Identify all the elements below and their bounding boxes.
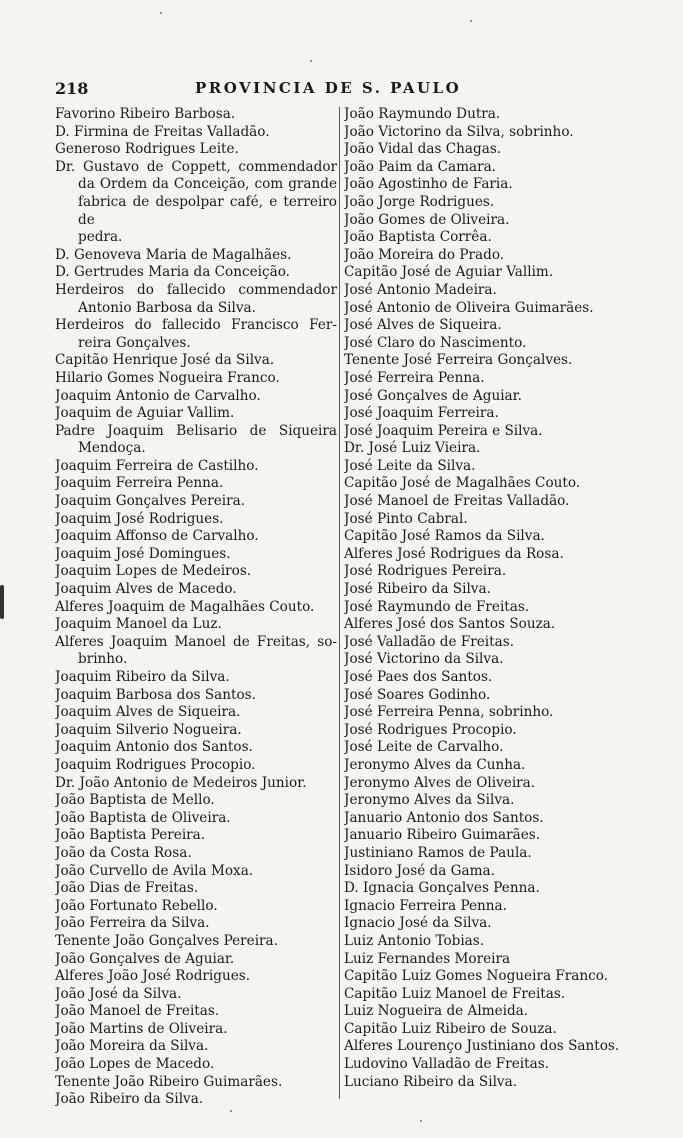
list-item: Alferes José dos Santos Souza. (344, 616, 556, 633)
list-item: Joaquim Barbosa dos Santos. (55, 686, 256, 703)
list-item: D. Ignacia Gonçalves Penna. (344, 880, 540, 897)
list-item: Capitão José Ramos da Silva. (344, 528, 545, 545)
list-item: João Baptista de Oliveira. (55, 809, 231, 826)
left-column (55, 106, 337, 1109)
list-item: José Leite de Carvalho. (344, 739, 504, 756)
list-item: Generoso Rodrigues Leite. (55, 141, 239, 158)
list-item: João Victorino da Silva, sobrinho. (344, 123, 574, 140)
list-item: Jeronymo Alves da Silva. (344, 792, 515, 809)
list-item: José Gonçalves de Aguiar. (344, 387, 522, 404)
list-item: Capitão Luiz Manoel de Freitas. (344, 985, 566, 1002)
list-item: Joaquim Ferreira Penna. (55, 475, 224, 492)
list-item: Alferes João José Rodrigues. (55, 968, 251, 985)
list-item: João Paim da Camara. (344, 158, 496, 175)
list-item: João José da Silva. (55, 985, 182, 1002)
list-item: João da Costa Rosa. (55, 844, 192, 861)
list-item: Jeronymo Alves da Cunha. (344, 756, 526, 773)
list-item: João Fortunato Rebello. (55, 897, 218, 914)
list-item: Justiniano Ramos de Paula. (344, 844, 532, 861)
list-item: José Soares Godinho. (344, 686, 491, 703)
list-item: Joaquim Alves de Siqueira. (55, 704, 241, 721)
list-item: Favorino Ribeiro Barbosa. (55, 106, 236, 122)
list-item: Jeronymo Alves de Oliveira. (344, 774, 536, 791)
list-item: José Valladão de Freitas. (344, 633, 515, 650)
list-item: Joaquim Antonio de Carvalho. (55, 387, 261, 404)
list-item: José Antonio de Oliveira Guimarães. (344, 299, 594, 316)
list-item: Hilario Gomes Nogueira Franco. (55, 369, 280, 386)
list-item: brinho. (78, 651, 128, 668)
list-item: Joaquim Antonio dos Santos. (55, 739, 253, 756)
list-item: Herdeiros do fallecido Francisco Fer- (55, 317, 337, 334)
list-item: Joaquim Manoel da Luz. (55, 616, 222, 633)
list-item: Joaquim Ferreira de Castilho. (55, 457, 259, 474)
list-item: Capitão José de Magalhães Couto. (344, 475, 581, 492)
list-item: José Ferreira Penna, sobrinho. (344, 704, 554, 721)
list-item: José Antonio Madeira. (344, 281, 497, 298)
list-item: Mendoça. (78, 440, 146, 457)
list-item: João Baptista Pereira. (55, 827, 206, 844)
page-number: 218 (55, 79, 89, 98)
list-item: José Manoel de Freitas Valladão. (344, 493, 570, 510)
list-item: João Ribeiro da Silva. (55, 1091, 204, 1108)
list-item: João Curvello de Avila Moxa. (55, 862, 254, 879)
list-item: José Alves de Siqueira. (344, 317, 502, 334)
list-item: da Ordem da Conceição, com grande (78, 176, 337, 193)
list-item: Luciano Ribeiro da Silva. (344, 1073, 518, 1090)
list-item: Ignacio José da Silva. (344, 915, 492, 932)
list-item: Capitão Henrique José da Silva. (55, 352, 275, 369)
list-item: Alferes Joaquim Manoel de Freitas, so- (55, 633, 337, 650)
paper-speck (160, 12, 162, 14)
list-item: João Gonçalves de Aguiar. (55, 950, 235, 967)
list-item: João Baptista de Mello. (55, 792, 215, 809)
list-item: Tenente José Ferreira Gonçalves. (344, 352, 573, 369)
binding-mark (0, 585, 4, 619)
list-item: José Paes dos Santos. (344, 669, 493, 685)
list-item: João Moreira da Silva. (55, 1038, 209, 1055)
list-item: Januario Ribeiro Guimarães. (344, 827, 541, 844)
list-item: Herdeiros do fallecido commendador (55, 281, 337, 298)
running-title: PROVINCIA DE S. PAULO (195, 79, 462, 97)
list-item: João Ferreira da Silva. (55, 915, 210, 932)
list-item: Joaquim Alves de Macedo. (55, 581, 237, 598)
list-item: Capitão Luiz Gomes Nogueira Franco. (344, 968, 609, 985)
list-item: João Martins de Oliveira. (55, 1020, 228, 1037)
list-item: Dr. José Luiz Vieira. (344, 440, 481, 457)
list-item: Joaquim Ribeiro da Silva. (55, 669, 230, 685)
list-item: João Gomes de Oliveira. (344, 211, 510, 228)
list-item: Alferes Lourenço Justiniano dos Santos. (344, 1038, 620, 1055)
list-item: Luiz Nogueira de Almeida. (344, 1003, 529, 1020)
list-item: reira Gonçalves. (78, 334, 191, 351)
list-item: Joaquim de Aguiar Vallim. (55, 405, 235, 422)
list-item: José Victorino da Silva. (344, 651, 504, 668)
list-item: Joaquim Gonçalves Pereira. (55, 493, 246, 510)
list-item: João Dias de Freitas. (55, 880, 199, 897)
list-item: Antonio Barbosa da Silva. (78, 299, 256, 316)
list-item: Tenente João Gonçalves Pereira. (55, 932, 278, 949)
list-item: D. Gertrudes Maria da Conceição. (55, 264, 290, 281)
list-item: Alferes José Rodrigues da Rosa. (344, 545, 564, 562)
list-item: José Ferreira Penna. (344, 369, 485, 386)
list-item: Joaquim José Rodrigues. (55, 510, 224, 527)
list-item: pedra. (78, 229, 123, 246)
list-item: João Baptista Corrêa. (344, 229, 492, 246)
list-item: José Pinto Cabral. (344, 510, 468, 527)
list-item: José Joaquim Pereira e Silva. (344, 422, 543, 439)
list-item: Joaquim Rodrigues Procopio. (55, 756, 256, 773)
list-item: Dr. João Antonio de Medeiros Junior. (55, 774, 307, 791)
paper-speck (420, 1120, 422, 1122)
paper-speck (310, 60, 312, 62)
list-item: Januario Antonio dos Santos. (344, 809, 544, 826)
list-item: João Vidal das Chagas. (344, 141, 502, 158)
list-item: João Moreira do Prado. (344, 246, 505, 263)
list-item: D. Firmina de Freitas Valladão. (55, 123, 270, 140)
right-column (344, 106, 629, 1091)
list-item: Joaquim José Domingues. (55, 545, 231, 562)
list-item: Joaquim Silverio Nogueira. (55, 721, 242, 738)
list-item: Tenente João Ribeiro Guimarães. (55, 1073, 283, 1090)
list-item: Ignacio Ferreira Penna. (344, 897, 507, 914)
list-item: José Leite da Silva. (344, 457, 476, 474)
list-item: Dr. Gustavo de Coppett, commendador (55, 158, 337, 175)
list-item: Alferes Joaquim de Magalhães Couto. (55, 598, 315, 615)
list-item: José Raymundo de Freitas. (344, 598, 530, 615)
list-item: Capitão Luiz Ribeiro de Souza. (344, 1020, 557, 1037)
paper-speck (230, 1110, 232, 1112)
page-header (55, 79, 615, 101)
list-item: João Jorge Rodrigues. (344, 193, 495, 210)
list-item: José Joaquim Ferreira. (344, 405, 499, 422)
list-item: Capitão José de Aguiar Vallim. (344, 264, 554, 281)
list-item: José Rodrigues Procopio. (344, 721, 517, 738)
list-item: Isidoro José da Gama. (344, 862, 495, 879)
list-item: D. Genoveva Maria de Magalhães. (55, 246, 292, 263)
list-item: João Manoel de Freitas. (55, 1003, 220, 1020)
list-item: João Lopes de Macedo. (55, 1056, 215, 1073)
list-item: Padre Joaquim Belisario de Siqueira (55, 422, 337, 439)
paper-speck (470, 20, 472, 22)
list-item: Joaquim Affonso de Carvalho. (55, 528, 259, 545)
list-item: Ludovino Valladão de Freitas. (344, 1056, 549, 1073)
list-item: Luiz Antonio Tobias. (344, 932, 485, 949)
list-item: Luiz Fernandes Moreira (344, 950, 511, 967)
list-item: Joaquim Lopes de Medeiros. (55, 563, 252, 580)
list-item: José Claro do Nascimento. (344, 334, 527, 351)
list-item: João Agostinho de Faria. (344, 176, 513, 193)
list-item: José Ribeiro da Silva. (344, 581, 491, 598)
list-item: fabrica de despolpar café, e terreiro de (78, 193, 337, 228)
list-item: João Raymundo Dutra. (344, 106, 501, 122)
list-item: José Rodrigues Pereira. (344, 563, 507, 580)
column-divider (339, 107, 340, 1099)
